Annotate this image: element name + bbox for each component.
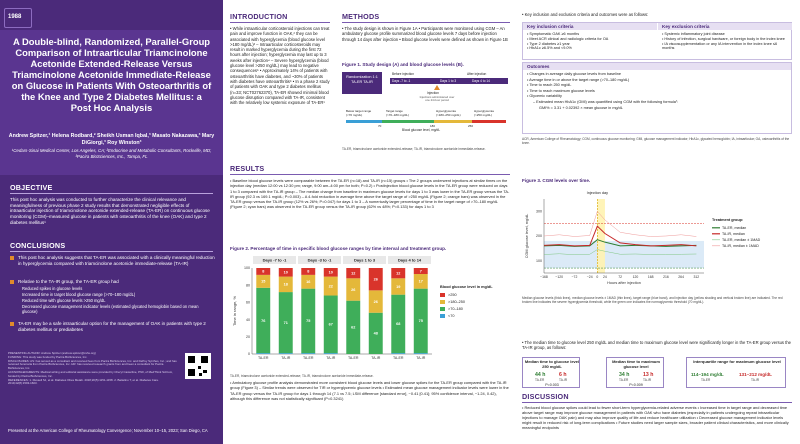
y-tick-label: 20 [246, 335, 250, 339]
result-er-label: TA-ER [701, 378, 711, 382]
bar-value-label: 67 [328, 322, 333, 327]
range-segment [472, 120, 506, 123]
poster-number: 1988 [8, 14, 22, 20]
bar-value-label: 16 [306, 280, 311, 285]
bar-value-label: 76 [261, 318, 266, 323]
range-tick: 180 [430, 124, 436, 128]
legend-label: TA-IR, median [722, 232, 745, 236]
legend-label: >70–180 [448, 307, 463, 311]
bar-value-label: 26 [373, 299, 378, 304]
range-label-sub: (>70–180 mg/dL) [386, 112, 409, 117]
bar-value-label: 12 [396, 271, 401, 276]
figure1 [342, 70, 510, 150]
range-label-sub: (<70 mg/dL) [346, 112, 363, 117]
result-er-label: TA-ER [535, 378, 545, 382]
footer-line: REFERENCES: 1. Russell SJ, et al. Diabetes Obes Metab. 2018;20(5):1151-1158. 2. Battelino T, et al. Diabetes Care. 2019;42(8):1593-1603. [8, 377, 159, 386]
result-box-title: Median time to maximum glucose level [612, 359, 660, 369]
bar-value-label: 62 [351, 325, 356, 330]
x-tick-label: TA-ER [347, 356, 359, 360]
exclusion-heading: Key exclusion criteria [662, 24, 710, 29]
discussion-text: • Reduced blood glucose spikes could lead to fewer short-term hyperglycemia-related adverse events • Increased time in target range and decreased time above target range may improve glucose management in patients with OAK who have diabetes (especially in patients undergoing repeat intraarticular injections to manage OAK pain) and may also improve quality of life and reduce healthcare utilization • Decreased glucose management indicator levels might result in reduced risk of long-term complications • Future studies need larger sample sizes, broader patient clinical characteristics, and more clinically meaningful endpoints [522, 405, 789, 431]
result-er-label: TA-ER [619, 378, 629, 382]
y-tick-label: 100 [244, 266, 250, 271]
range-label [346, 110, 382, 118]
exclusion-item: • History of infection, surgical hardware, or foreign body in the index knee [662, 36, 785, 41]
outcome-item: – Estimated mean HbA1c (GMI) was quantified using CGM with the following formula⁷: [533, 99, 679, 104]
bar-segment [256, 353, 270, 354]
range-label-text: Below target range [346, 109, 372, 113]
figure3-line-chart [522, 185, 792, 295]
injection-label: Injection [427, 91, 439, 95]
inclusion-item: • HbA1c ≥6.5% and <9.0% [527, 46, 572, 51]
bar-value-label: 8 [307, 269, 310, 274]
inclusion-item: • Meet ACR clinical and radiologic criteria for OA [527, 36, 609, 41]
randomization-arms: TA-ER TA-IR [351, 80, 373, 84]
bar-value-label: 10 [283, 270, 288, 275]
qr-code-icon[interactable] [185, 353, 211, 379]
conclusion-sub-item: Reduced spikes in glucose levels [22, 286, 83, 291]
range-axis-label: Blood glucose level, mg/dL [402, 128, 441, 132]
outcome-item: GMI% = 3.31 + 0.02392 × mean glucose in mg/dL [539, 105, 623, 110]
result-box-title: Median time to glucose level 250 mg/dL [524, 359, 580, 369]
bar-value-label: 7 [419, 269, 422, 274]
injection-label: Injection day [586, 191, 608, 195]
result-box [606, 357, 664, 388]
result-ir-value: 6 h [559, 372, 567, 378]
legend-title: Treatment group: [712, 218, 744, 222]
x-tick-label: TA-IR [371, 356, 381, 360]
result-ir-label: TA-IR [559, 378, 568, 382]
outcomes-list [527, 72, 787, 111]
range-tick: 250 [468, 124, 474, 128]
injection-note: Injections administered over one 24-hour period [419, 95, 455, 103]
exclusion-item: • Systemic inflammatory joint disease [662, 32, 725, 36]
x-tick-label: 72 [618, 275, 623, 279]
introduction-text: • While intraarticular corticosteroid injections can treat pain and improve function in OAK,² they can be associated with hyperglycemia (blood glucose level >180 mg/dL)³ – Intraarticular corticosteroids may result in marked hyperglycemia during the first 72 hours after injection; hyperglycemia may last up to 3 weeks after injection⁴ – Severe hyperglycemia (blood glucose level >250 mg/dL) may lead to negative consequences⁵ • Approximately 14% of patients with osteoarthritis have diabetes, and ~30% of patients with diabetes have osteoarthritis⁶ • In a phase 2 study of patients with OAK and type 2 diabetes mellitus (n=33; NCT02762370), TA-ER showed minimal blood glucose disruption compared with TA-IR, consistent with the relatively low systemic exposure of TA-ER¹ [230, 26, 330, 106]
bar-value-label: 68 [396, 322, 401, 327]
introduction-heading: INTRODUCTION [230, 12, 288, 21]
x-tick-label: −24 [586, 275, 593, 279]
x-tick-label: 216 [663, 275, 669, 279]
y-axis-label: Time in range, % [232, 295, 237, 327]
bar-value-label: 10 [328, 270, 333, 275]
result-box [522, 357, 580, 388]
bar-value-label: 26 [373, 277, 378, 282]
legend-label: TA-IR, median ± 1MAD [722, 244, 759, 248]
x-tick-label: 120 [632, 275, 639, 279]
legend-label: TA-ER, median ± 1MAD [722, 238, 761, 242]
criteria-box [522, 22, 792, 60]
randomization-box [342, 72, 382, 94]
bar-value-label: 22 [328, 284, 333, 289]
bar-segment [279, 353, 293, 354]
result-er-value: 34 h [619, 372, 630, 378]
x-tick-label: −120 [555, 275, 564, 279]
after-label: After injection [467, 72, 487, 76]
result-p-value: P=0.003 [545, 383, 559, 387]
introduction-divider [230, 22, 330, 23]
results-text-3: • The median time to glucose level 250 mg/dL and median time to maximum glucose level were significantly longer in the TA-ER group versus the TA-IR group, as follows: [522, 340, 791, 351]
legend-swatch [440, 300, 445, 304]
range-label [436, 110, 472, 118]
outcomes-heading: Outcomes [527, 64, 550, 69]
y-tick-label: 40 [246, 317, 250, 322]
outcome-item: • Time to reach 250 mg/dL [527, 83, 572, 88]
bar-value-label: 8 [262, 269, 265, 274]
inclusion-item: • Type 2 diabetes ≥1 year [527, 41, 570, 46]
presented-at: Presented at the American College of Rheumatology Convergence; November 10–15, 2023; San Diego, CA [8, 428, 208, 433]
objective-heading: OBJECTIVE [10, 183, 53, 192]
methods-divider [342, 22, 510, 23]
range-segment [434, 120, 472, 123]
outcome-item: • Average time in or above the target range (>70–180 mg/dL) [527, 77, 630, 82]
range-label-sub: (>180–250 mg/dL) [436, 112, 461, 117]
legend-swatch [440, 314, 445, 318]
bar-value-label: 18 [283, 282, 288, 287]
y-tick-label: 0 [248, 352, 250, 357]
conclusion-sub-item: Decreased glucose management indicator levels (estimated glycated hemoglobin based on mean glucose) [22, 304, 199, 315]
footer-line: PRESENTING AUTHOR: Andrew Spitzer (andrew.spitzer@cshs.org) [8, 351, 96, 355]
legend-label: >180–250 [448, 300, 465, 304]
legend-swatch [440, 307, 445, 311]
y-tick-label: 80 [246, 283, 250, 288]
authors: Andrew Spitzer,¹ Helena Rodbard,² Sheikh Usman Iqbal,³ Masato Nakazawa,³ Mary DiGiorgi,³ Roy Winston³ [8, 133, 215, 146]
conclusion-item: This post hoc analysis suggests that TA-ER was associated with a clinically meaningful reduction in hyperglycemia compared with triamcinolone acetonide immediate-release (TA-IR) [10, 255, 215, 266]
bar-segment [301, 353, 315, 354]
outcome-item: • Time to reach maximum glucose levels [527, 88, 595, 93]
figure3-caption: Figure 3. CGM levels over time. [522, 178, 591, 183]
conclusions-divider [10, 251, 213, 252]
range-tick: 70 [378, 124, 382, 128]
objective-text: This post hoc analysis was conducted to further characterize the clinical relevance and meaningfulness of previous phase 2 study results that demonstrated negligible effects of intraarticular injection of triamcinolone acetonide extended-release (TA-ER) on continuous glucose monitoring (CGM)–measured glucose in patients with osteoarthritis of the knee (OAK) and type 2 diabetes mellitus¹ [10, 197, 210, 225]
x-tick-label: TA-IR [281, 356, 291, 360]
legend-title: Blood glucose level in mg/dL [440, 285, 493, 289]
figure1-caption: Figure 1. Study design (A) and blood glucose levels (B). [342, 62, 464, 67]
result-ir-value: 13 h [643, 372, 654, 378]
figure1-note: TA-ER, triamcinolone acetonide extended-release; TA-IR, triamcinolone acetonide immediate-release. [342, 147, 486, 151]
group-label: Days -3 to -1 [307, 257, 332, 263]
objective-divider [10, 193, 213, 194]
range-label [474, 110, 510, 118]
outcomes-box [522, 62, 792, 134]
bar-value-label: 75 [306, 319, 311, 324]
range-label-text: Hyperglycemia [474, 109, 494, 113]
figure2-bar-chart [230, 254, 510, 374]
bar-segment [391, 353, 405, 354]
conclusions-heading: CONCLUSIONS [10, 241, 66, 250]
range-label [386, 110, 426, 118]
result-box [686, 357, 786, 388]
legend-label: >250 [448, 293, 457, 297]
legend-swatch [440, 293, 445, 297]
left-sidebar [0, 0, 223, 444]
x-tick-label: 0 [596, 275, 599, 279]
result-ir-value: 131–212 mg/dL [739, 372, 772, 377]
range-label-sub: (>250 mg/dL) [474, 112, 492, 117]
range-bar [346, 120, 506, 123]
bar-value-label: 12 [351, 271, 356, 276]
group-label: Days -7 to -1 [262, 257, 287, 263]
x-tick-label: 312 [693, 275, 700, 279]
y-axis-label: CGM glucose level, mg/dL [525, 213, 529, 259]
bar-value-label: 48 [373, 331, 378, 336]
injection-day-shading [597, 199, 605, 273]
x-axis-label: Hours after injection [607, 281, 641, 285]
result-er-value: 114–194 mg/dL [691, 372, 724, 377]
result-er-value: 44 h [535, 372, 546, 378]
bar-value-label: 17 [418, 279, 423, 284]
range-label-text: Hyperglycemia [436, 109, 456, 113]
bullet-square-icon [10, 322, 14, 326]
timeline-days-after-a: Days 1 to 3 [440, 78, 457, 83]
injection-marker-icon [434, 85, 440, 90]
result-ir-label: TA-IR [643, 378, 652, 382]
methods-heading: METHODS [342, 12, 380, 21]
exclusion-list [662, 32, 790, 51]
conclusion-item: TA-ER may be a safe intraarticular option for the management of OAK in patients with type 2 diabetes mellitus or prediabetes [10, 321, 215, 332]
methods-text: • The study design is shown in Figure 1A • Participants were monitored using CGM – An ambulatory glucose profile summarized blood glucose levels 7 days before injection through 14 days after injection • Blood glucose levels were defined as shown in Figure 1B [342, 26, 508, 42]
results-text: • Baseline blood glucose levels were comparable between the TA-ER (n=18) and TA-IR (n=15) groups • The 2 groups underwent injections at similar times on the injection day (median 12:00 vs 12:30 pm; range, 9:00 am–4:00 pm for both; P=0.2) • Postinjection blood glucose levels in the TA-ER group were reduced on days 1 to 3 compared with the TA-IR group – The median change from baseline in maximum glucose levels for days 1 to 3 was lower in the TA-ER group versus the TA-IR group (92.3 vs 169.1 mg/dL; P=0.003) – A 4-fold reduction in average time above the target range of >250 mg/dL (Figure 2; orange bars) was observed in the TA-ER group versus the TA-IR group (12% vs 26%; P=0.047) for days 1 to 3 – A numerically larger percentage of time in the target range of >70–180 mg/dL (Figure 2; cyan bars) was observed in the TA-ER group versus the TA-IR group (62% vs 48%; P=0.133) for days 1 to 3 [230, 178, 510, 210]
result-p-value: P=0.009 [629, 383, 643, 387]
bar-value-label: 71 [283, 320, 288, 325]
result-ir-label: TA-IR [751, 378, 760, 382]
figure3-note: Median glucose levels (thick lines), median glucose levels ± 1MAD (thin lines), target range (blue band), and injection day (yellow shading and vertical broken line) are indicated. The red broken line indicates the severe hyperglycemia threshold, while the green one indicates the normoglycemic threshold (70 mg/dL). [522, 296, 783, 304]
outcome-item: • Glycemic variability [527, 94, 562, 99]
outcome-item: • Changes in average daily glucose levels from baseline [527, 72, 621, 76]
footer-line: ACKNOWLEDGMENTS: Medical writing and editorial assistance were provided by Cheryl Casterline, PhD, of MedThink SciCom, funded by Pacira BioSciences, Inc. [8, 369, 173, 378]
randomization-label: Randomization 1:1 [346, 75, 378, 79]
result-box-title: Interquartile range for maximum glucose level [693, 359, 781, 364]
x-tick-label: 24 [603, 275, 607, 279]
x-tick-label: TA-ER [302, 356, 314, 360]
y-tick-label: 100 [536, 258, 542, 263]
x-tick-label: 264 [678, 275, 684, 279]
figure2-note: TA-ER, triamcinolone acetonide extended-release; TA-IR, triamcinolone acetonide immediate-release. [230, 374, 374, 378]
poster-title: A Double-blind, Randomized, Parallel-Group Comparison of Intraarticular Triamcinolone Acetonide Extended-Release Versus Triamcinolone Acetonide Immediate-Release on Glucose in Patients With Osteoarthritis of the Knee and Type 2 Diabetes Mellitus: a Post Hoc Analysis [11, 36, 212, 113]
y-tick-label: 300 [536, 209, 542, 214]
criteria-intro: • Key inclusion and exclusion criteria and outcomes were as follows: [522, 12, 649, 17]
discussion-heading: DISCUSSION [522, 392, 569, 401]
y-tick-label: 60 [246, 300, 250, 305]
x-tick-label: TA-IR [416, 356, 426, 360]
timeline-days-before: Days -7 to -1 [392, 78, 411, 83]
legend-label: TA-ER, median [722, 226, 747, 230]
criteria-note: ACR, American College of Rheumatology; CGM, continuous glucose monitoring; GMI, glucose management indicator; HbA1c, glycated hemoglobin; IA, intraarticular; OA, osteoarthritis of the knee. [522, 137, 790, 145]
figure2-caption: Figure 2. Percentage of time in specific blood glucose ranges by time interval and treatment group. [230, 246, 447, 251]
timeline-days-after-b: Days 4 to 14 [472, 78, 490, 83]
range-label-text: Target range [386, 109, 403, 113]
inclusion-list [527, 32, 655, 51]
conclusion-sub-item: Increased time in target blood glucose range (>70–180 mg/dL) [22, 292, 136, 297]
before-label: Before injection [392, 72, 414, 76]
footer-line: DISCLOSURES: AS: has served as a consultant and received fees from Pacira BioSciences, Inc. and DePuy Synthes, Inc.; and has received honoraria from Pacira BioSciences, Inc. HR: has received research grants from and been a consultant for Pacira BioSciences, Inc. [8, 358, 177, 371]
x-tick-label: TA-ER [392, 356, 404, 360]
x-tick-label: −72 [571, 275, 578, 279]
x-tick-label: 168 [647, 275, 654, 279]
conclusion-item: Relative to the TA-IR group, the TA-ER group had [10, 279, 215, 285]
results-divider [230, 174, 510, 175]
bar-segment [414, 353, 428, 354]
bar-value-label: 19 [396, 284, 401, 289]
x-tick-label: TA-IR [326, 356, 336, 360]
bullet-square-icon [10, 280, 14, 284]
discussion-divider [522, 402, 792, 403]
results-heading: RESULTS [230, 164, 265, 173]
range-segment [346, 120, 382, 123]
affiliations: ¹Cedars-Sinai Medical Center, Los Angeles, CA; ²Endocrine and Metabolic Consultants, Rockville, MD; ³Pacira BioSciences, Inc., Tampa, FL [11, 148, 212, 159]
bar-segment [324, 353, 338, 354]
x-tick-label: −168 [540, 275, 548, 279]
x-tick-label: TA-ER [257, 356, 269, 360]
inclusion-heading: Key inclusion criteria [527, 24, 574, 29]
legend-label: <70 [448, 314, 455, 318]
bar-value-label: 26 [351, 287, 356, 292]
outcomes-header-bg [523, 63, 791, 70]
y-tick-label: 200 [536, 234, 542, 239]
bar-value-label: 75 [418, 319, 423, 324]
results-text-2: • Ambulatory glucose profile analysis demonstrated more consistent blood glucose levels and lower glucose spikes for the TA-ER group compared with the TA-IR group (Figure 3) – Similar trends were observed for TIR or hyperglycemic glucose levels • Estimated mean glucose management indicator levels were lower in the TA-ER group versus the TA-IR group for days 1 through 14 (7.1 vs 7.5; LSM difference [standard error], −0.41 [0.41]; 95% confidence interval, −1.24, 0.42), although this difference was not statistically significant (P=0.3241) [230, 380, 509, 401]
group-label: Days 4 to 14 [397, 257, 422, 263]
footer-line: FUNDING: This study was funded by Pacira BioSciences, Inc. [8, 354, 88, 359]
bullet-square-icon [10, 256, 14, 260]
inclusion-item: • Symptomatic OAK ≥6 months [527, 32, 580, 36]
group-label: Days 1 to 3 [353, 257, 376, 263]
exclusion-item: • IA viscosupplementation or any IA intervention in the index knee ≤6 months [662, 41, 778, 51]
conclusion-sub-item: Reduced time with glucose levels >250 mg/dL [22, 298, 106, 303]
range-segment [382, 120, 434, 123]
bar-value-label: 15 [261, 279, 266, 284]
